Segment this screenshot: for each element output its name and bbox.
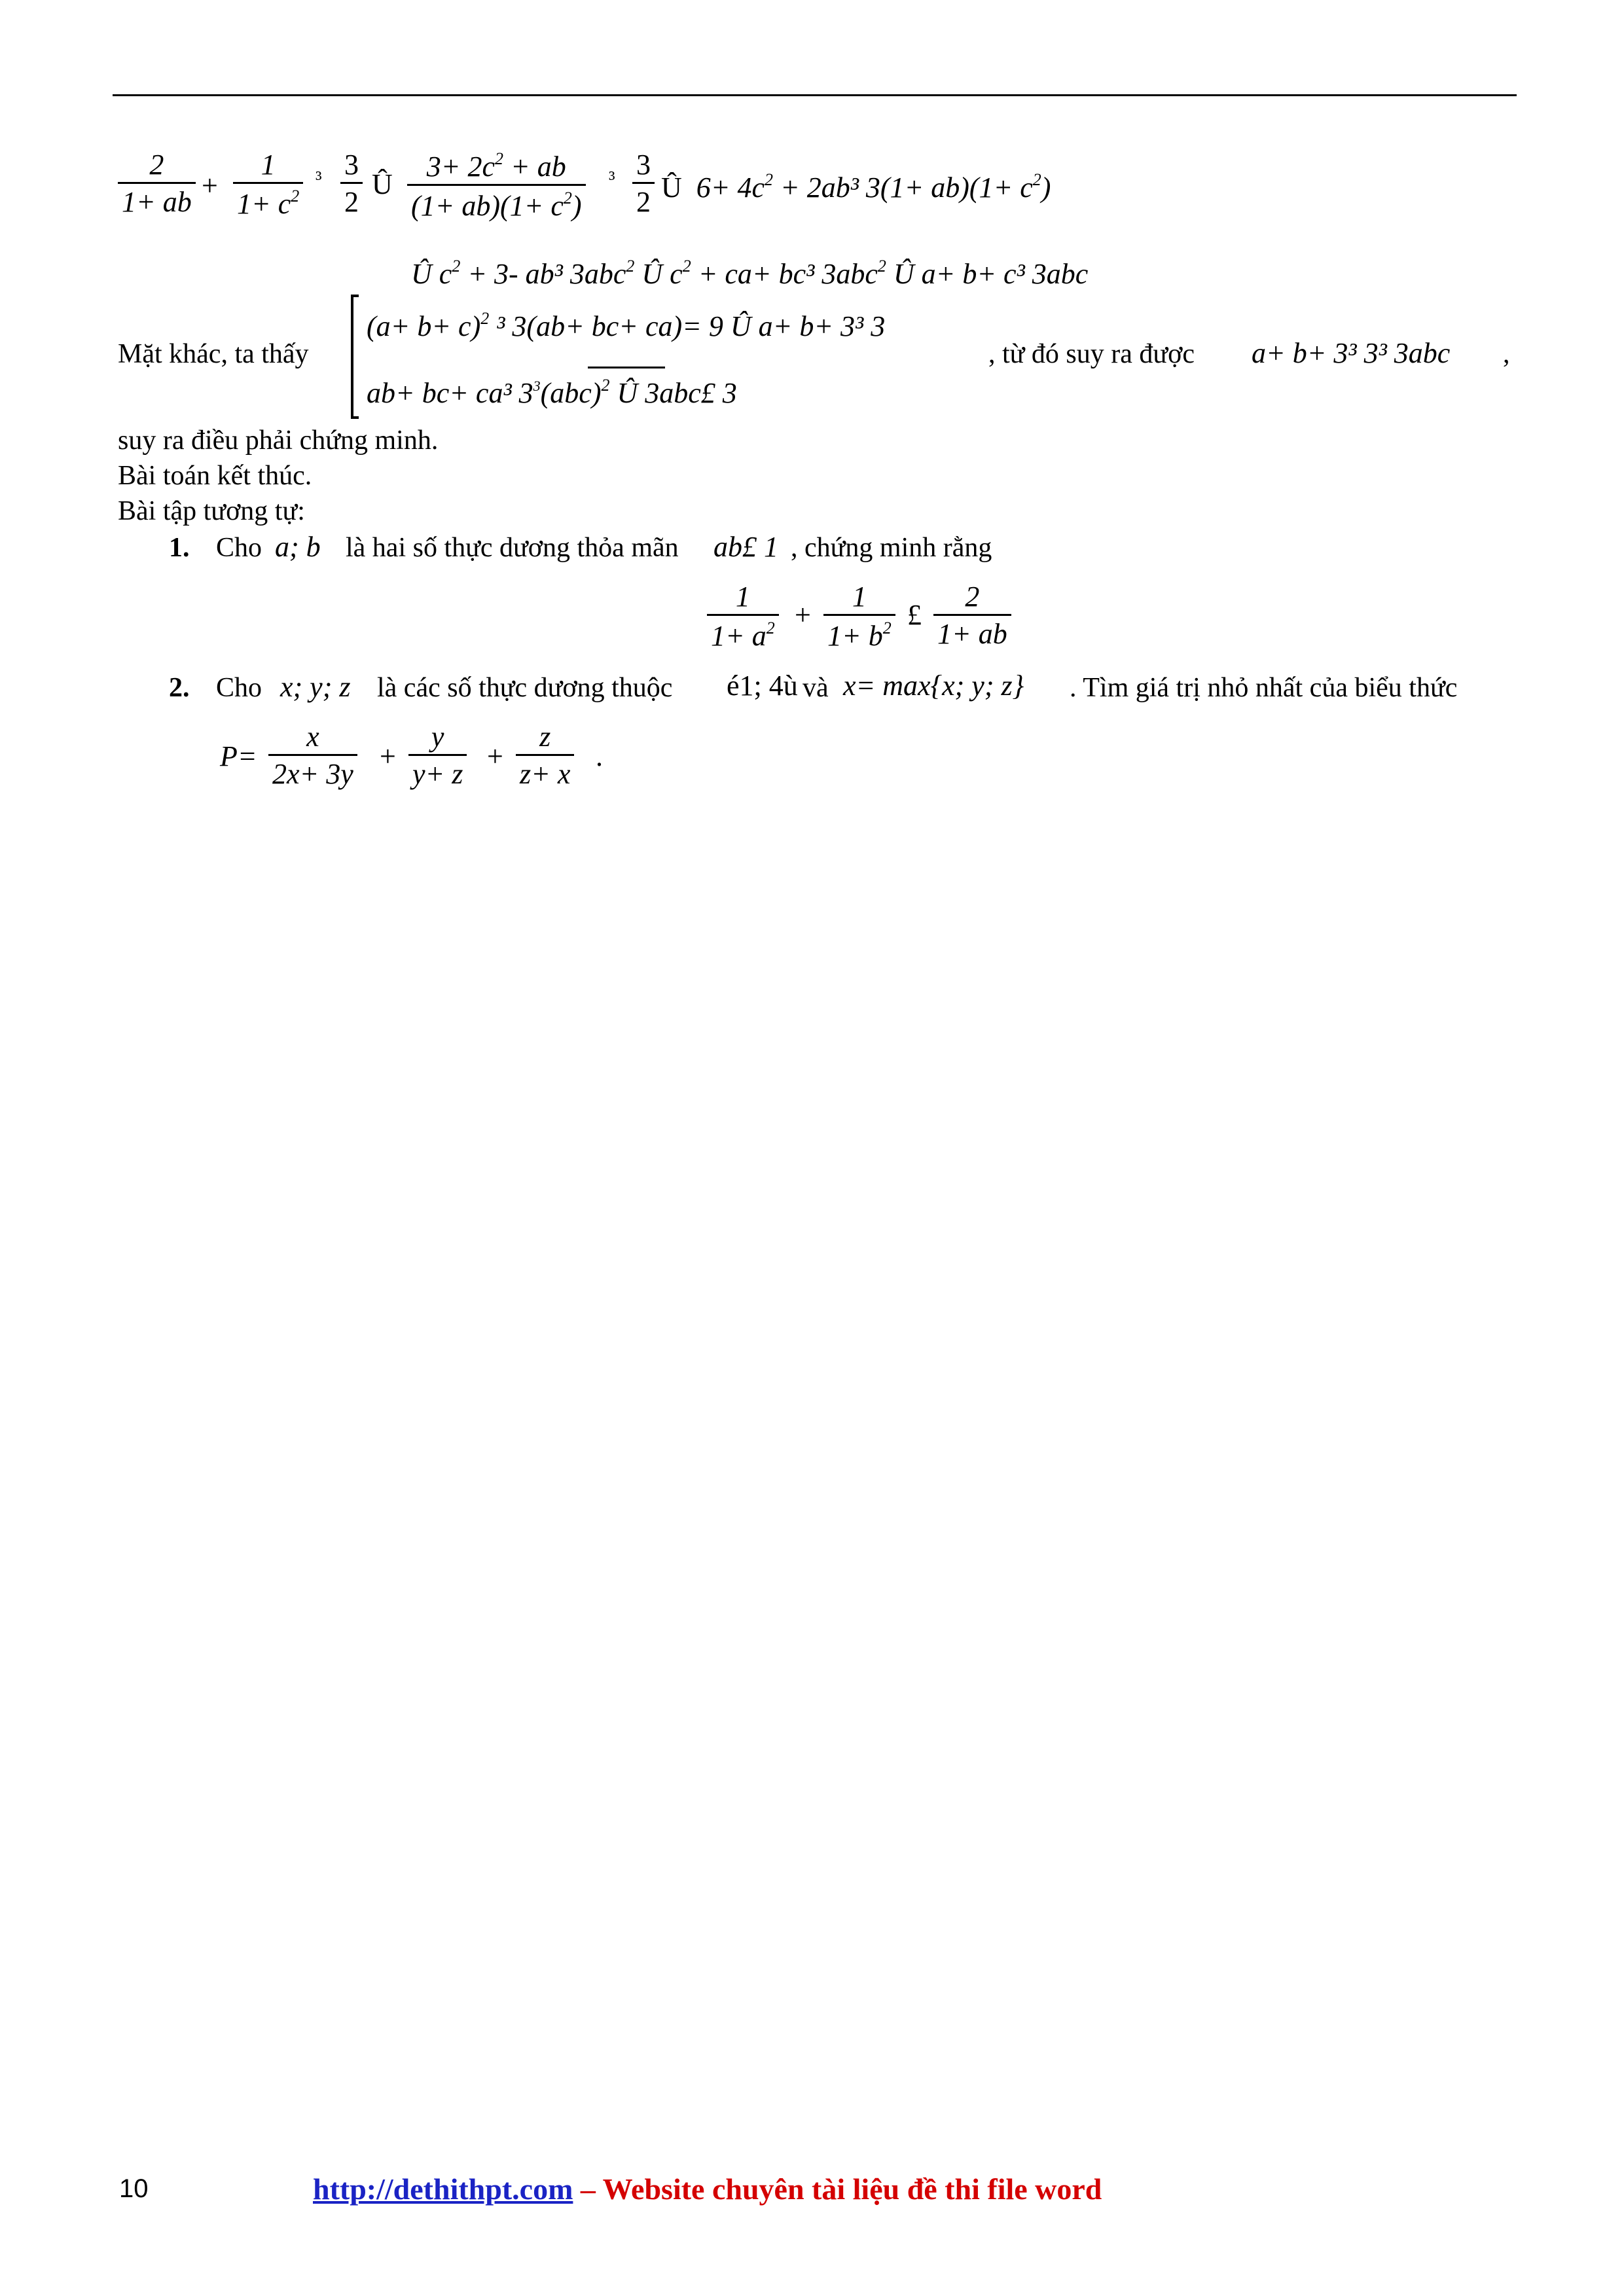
cube-root-bar bbox=[588, 367, 665, 368]
plus-sign: + bbox=[795, 599, 811, 631]
tu-do-text: , từ đó suy ra được bbox=[988, 339, 1195, 369]
plus-sign: + bbox=[202, 170, 218, 202]
fraction-y-over-y-plus-z: y y+ z bbox=[408, 723, 467, 789]
footer bbox=[313, 2172, 1102, 2206]
fraction-3-over-2: 3 2 bbox=[632, 151, 655, 217]
exercise-text: . Tìm giá trị nhỏ nhất của biểu thức bbox=[1070, 673, 1458, 703]
exercise-condition: ab£ 1 bbox=[713, 531, 778, 563]
suy-ra-text: suy ra điều phải chứng minh. bbox=[118, 425, 439, 456]
period: . bbox=[596, 740, 603, 772]
comma: , bbox=[1503, 339, 1510, 369]
footer-tagline: – Website chuyên tài liệu đề thi file word bbox=[573, 2172, 1102, 2206]
exercise-number: 1. bbox=[169, 533, 190, 563]
exercise-number: 2. bbox=[169, 673, 190, 703]
exercise-vars: x; y; z bbox=[280, 671, 351, 703]
interval: é1; 4ù bbox=[727, 670, 798, 702]
exercise-condition: x= max{x; y; z} bbox=[843, 670, 1024, 702]
fraction-main: $3+ 2c^2$ + ab $(1+ ab)(1+ c^2)$ bbox=[407, 151, 586, 221]
equation-line-2: Û $c^2 + 3-$ ab³ 3abc$^2$ Û $c^2 + ca+ bc^3$ 3abc$^2$ Û a+ b+ c³ 3abc bbox=[411, 257, 1089, 290]
conclusion-inequality: a+ b+ 3³ 3³ 3abc bbox=[1252, 337, 1451, 369]
plus-sign: + bbox=[487, 740, 503, 772]
page-number: 10 bbox=[119, 2174, 149, 2203]
exercise-text: là các số thực dương thuộc bbox=[377, 673, 673, 703]
exercise-text: là hai số thực dương thỏa mãn bbox=[346, 533, 679, 563]
exercise-vars: a; b bbox=[275, 531, 321, 563]
geq-symbol: ³ bbox=[316, 166, 322, 190]
fraction-2-over-1-plus-ab: 2 1+ ab bbox=[118, 151, 196, 217]
footer-link[interactable]: http://dethithpt.com bbox=[313, 2172, 573, 2206]
leq-symbol: £ bbox=[907, 599, 922, 631]
fraction-3-over-2: 3 2 bbox=[340, 151, 363, 217]
fraction-1-over-1-plus-c2: 1 $1+ c^2$ bbox=[233, 151, 303, 219]
exercise-text: Cho bbox=[216, 533, 262, 563]
iff-symbol: Û bbox=[372, 168, 393, 200]
exercise-text: , chứng minh rằng bbox=[791, 533, 992, 563]
bai-tap-heading: Bài tập tương tự: bbox=[118, 496, 305, 526]
system-row-1: $(a+ b+ c)^2$ ³ 3(ab+ bc+ ca)= 9 Û a+ b+ 3³ 3 bbox=[367, 309, 886, 342]
exercise-text: Cho bbox=[216, 673, 262, 703]
fraction-x-over-2x-plus-3y: x 2x+ 3y bbox=[268, 723, 357, 789]
equation-rhs: Û $6+ 4c^2 + 2ab^3$ $3(1+ ab)(1+ c^2)$ bbox=[661, 170, 1051, 204]
plus-sign: + bbox=[380, 740, 396, 772]
ket-thuc-text: Bài toán kết thúc. bbox=[118, 461, 312, 491]
fraction-1-over-1-plus-a2: 1 $1+ a^2$ bbox=[707, 583, 779, 651]
exercise-text: và bbox=[803, 673, 829, 703]
fraction-2-over-1-plus-ab: 2 1+ ab bbox=[933, 583, 1011, 649]
mat-khac-text: Mặt khác, ta thấy bbox=[118, 339, 309, 369]
geq-symbol: ³ bbox=[609, 166, 615, 190]
p-label: P= bbox=[220, 740, 257, 772]
fraction-1-over-1-plus-b2: 1 $1+ b^2$ bbox=[823, 583, 895, 651]
fraction-z-over-z-plus-x: z z+ x bbox=[516, 723, 574, 789]
system-row-2: ab+ bc+ ca³ $3^3(abc)^2$ Û 3abc£ 3 bbox=[367, 376, 737, 409]
header-rule bbox=[113, 94, 1517, 96]
system-brace bbox=[351, 295, 363, 419]
